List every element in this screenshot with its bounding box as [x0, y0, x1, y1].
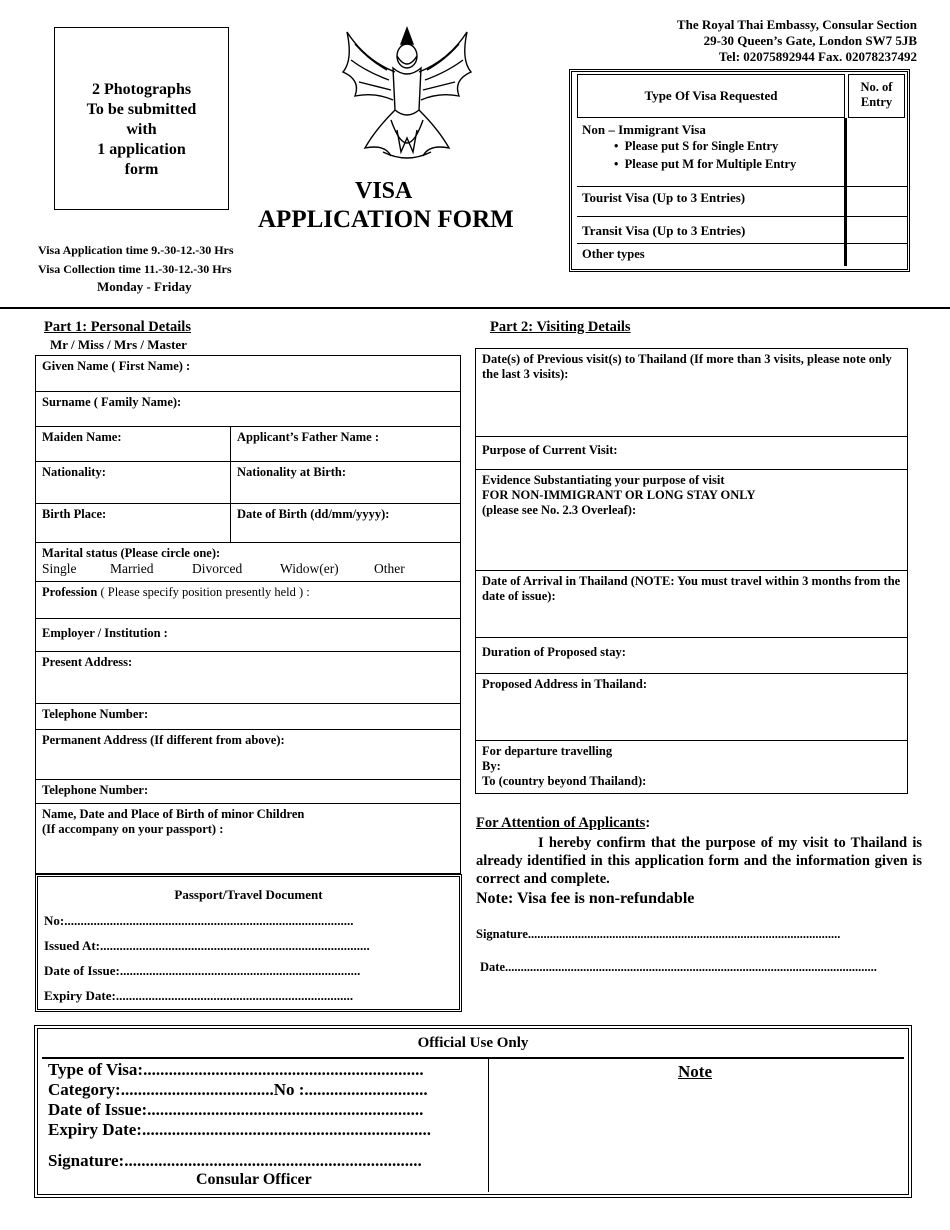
photo-note-line: 1 application: [97, 141, 186, 158]
other-types-label: Other types: [582, 247, 645, 261]
official-divider: [42, 1057, 904, 1059]
purpose-field[interactable]: Purpose of Current Visit:: [475, 436, 908, 470]
row-divider: [577, 243, 908, 244]
dob-field[interactable]: Date of Birth (dd/mm/yyyy):: [230, 503, 461, 543]
photo-box: [54, 27, 229, 210]
official-signature-label: Signature:: [48, 1151, 125, 1170]
non-immigrant-label: Non – Immigrant Visa: [582, 122, 706, 137]
official-no-label: No :: [273, 1080, 305, 1099]
header-divider: [0, 307, 950, 309]
marital-status-field[interactable]: [35, 542, 461, 582]
duration-field[interactable]: Duration of Proposed stay:: [475, 637, 908, 674]
passport-expiry-label: Expiry Date:: [44, 988, 116, 1003]
single-entry-text: Please put S for Single Entry: [624, 139, 779, 153]
departure-line3: To (country beyond Thailand):: [482, 774, 647, 788]
marital-option-married[interactable]: Married: [110, 561, 154, 576]
children-label: Name, Date and Place of Birth of minor Children: [42, 807, 305, 821]
part1-heading: Part 1: Personal Details: [44, 319, 191, 335]
official-heading: Official Use Only: [417, 1035, 529, 1051]
official-category-label: Category:: [48, 1080, 121, 1099]
profession-field[interactable]: [35, 581, 461, 619]
applicant-date-field[interactable]: Date.......................................................................................................................: [480, 960, 877, 974]
office-days: Monday - Friday: [97, 279, 192, 294]
embassy-name: The Royal Thai Embassy, Consular Section: [676, 17, 917, 32]
tourist-visa-label: Tourist Visa (Up to 3 Entries): [582, 190, 746, 205]
embassy-street: 29-30 Queen’s Gate, London SW7 5JB: [703, 33, 917, 48]
part2-heading: Part 2: Visiting Details: [490, 319, 631, 335]
passport-issue-date-label: Date of Issue:: [44, 963, 120, 978]
embassy-phone: Tel: 02075892944 Fax. 02078237492: [718, 49, 917, 64]
marital-option-single[interactable]: Single: [42, 561, 77, 576]
col-type-header: Type Of Visa Requested: [577, 74, 845, 118]
permanent-address-field[interactable]: Permanent Address (If different from above):: [35, 729, 461, 780]
evidence-line3: (please see No. 2.3 Overleaf):: [482, 503, 637, 517]
attention-heading-text: For Attention of Applicants: [476, 815, 646, 831]
passport-no-field[interactable]: No:.........................................................................................: [44, 913, 354, 928]
title-application-form: APPLICATION FORM: [258, 206, 514, 233]
visa-type-table: [569, 69, 910, 272]
official-expiry-field[interactable]: Expiry Date:....................................................................: [48, 1120, 431, 1139]
evidence-line1: Evidence Substantiating your purpose of visit: [482, 473, 725, 487]
marital-option-widower[interactable]: Widow(er): [280, 561, 339, 576]
embassy-address: [557, 17, 917, 65]
birth-place-field[interactable]: Birth Place:: [35, 503, 231, 543]
official-category-field[interactable]: Category:....................................No :.............................: [48, 1080, 428, 1099]
given-name-field[interactable]: Given Name ( First Name) :: [35, 355, 461, 392]
official-issue-date-label: Date of Issue:: [48, 1100, 148, 1119]
col-entry-header: No. of Entry: [848, 74, 905, 118]
title-visa: VISA: [355, 178, 413, 204]
marital-options: [42, 561, 454, 576]
departure-field[interactable]: [475, 740, 908, 794]
present-address-field[interactable]: Present Address:: [35, 651, 461, 704]
departure-line1: For departure travelling: [482, 744, 613, 758]
passport-no-label: No:: [44, 913, 65, 928]
official-use-box: [34, 1025, 912, 1198]
previous-visits-field[interactable]: Date(s) of Previous visit(s) to Thailand (If more than 3 visits, please note only the last 3 visits):: [475, 348, 908, 437]
passport-expiry-field[interactable]: Expiry Date:.........................................................................: [44, 988, 354, 1003]
official-note-label: Note: [678, 1062, 712, 1081]
nationality-birth-field[interactable]: Nationality at Birth:: [230, 461, 461, 504]
departure-line2: By:: [482, 759, 501, 773]
attention-heading: For Attention of Applicants:: [476, 815, 651, 831]
applicant-date-label: Date: [480, 960, 505, 974]
passport-issued-field[interactable]: Issued At:...................................................................................: [44, 938, 370, 953]
consular-officer-label: Consular Officer: [196, 1171, 312, 1188]
evidence-line2: FOR NON-IMMIGRANT OR LONG STAY ONLY: [482, 488, 756, 502]
official-column-divider: [488, 1059, 489, 1192]
applicant-signature-label: Signature: [476, 927, 528, 941]
marital-status-label: Marital status (Please circle one):: [42, 546, 221, 560]
official-type-field[interactable]: Type of Visa:..................................................................: [48, 1060, 424, 1079]
passport-box: [35, 874, 462, 1012]
official-signature-field[interactable]: Signature:......................................................................: [48, 1151, 422, 1170]
children-note: (If accompany on your passport) :: [42, 822, 224, 836]
transit-visa-label: Transit Visa (Up to 3 Entries): [582, 223, 746, 238]
maiden-name-field[interactable]: Maiden Name:: [35, 426, 231, 462]
telephone2-field[interactable]: Telephone Number:: [35, 779, 461, 804]
proposed-address-field[interactable]: Proposed Address in Thailand:: [475, 673, 908, 741]
row-divider: [577, 216, 908, 217]
garuda-emblem-icon: [335, 20, 480, 168]
photo-note-line: To be submitted: [86, 101, 197, 118]
photo-note-line: with: [126, 121, 157, 138]
official-type-label: Type of Visa:: [48, 1060, 144, 1079]
photo-note-line: form: [124, 161, 159, 178]
arrival-date-field[interactable]: Date of Arrival in Thailand (NOTE: You must travel within 3 months from the date of issue):: [475, 570, 908, 638]
children-field[interactable]: [35, 803, 461, 874]
row-divider: [577, 186, 908, 187]
passport-issue-date-field[interactable]: Date of Issue:..........................................................................: [44, 963, 361, 978]
evidence-field[interactable]: [475, 469, 908, 571]
official-expiry-label: Expiry Date:: [48, 1120, 142, 1139]
application-time: Visa Application time 9.‐30-12.‐30 Hrs: [38, 243, 234, 257]
surname-field[interactable]: Surname ( Family Name):: [35, 391, 461, 427]
visa-fee-note: Note: Visa fee is non-refundable: [476, 890, 695, 907]
single-entry-note: • Please put S for Single Entry: [614, 139, 779, 153]
marital-option-other[interactable]: Other: [374, 561, 405, 576]
official-issue-date-field[interactable]: Date of Issue:.................................................................: [48, 1100, 424, 1119]
title-options: Mr / Miss / Mrs / Master: [50, 337, 187, 352]
telephone1-field[interactable]: Telephone Number:: [35, 703, 461, 730]
photo-note-line: 2 Photographs: [91, 81, 192, 98]
applicant-signature-field[interactable]: Signature....................................................................................................: [476, 927, 841, 941]
father-name-field[interactable]: Applicant’s Father Name :: [230, 426, 461, 462]
passport-issued-label: Issued At:: [44, 938, 100, 953]
employer-field[interactable]: Employer / Institution :: [35, 618, 461, 652]
profession-note: ( Please specify position presently held ) :: [97, 585, 310, 599]
profession-label: Profession: [42, 585, 98, 599]
multiple-entry-note: • Please put M for Multiple Entry: [614, 157, 797, 171]
marital-option-divorced[interactable]: Divorced: [192, 561, 243, 576]
nationality-field[interactable]: Nationality:: [35, 461, 231, 504]
multiple-entry-text: Please put M for Multiple Entry: [624, 157, 797, 171]
passport-heading: Passport/Travel Document: [174, 887, 323, 902]
collection-time: Visa Collection time 11.‐30-12.‐30 Hrs: [38, 262, 232, 276]
attention-declaration: I hereby confirm that the purpose of my visit to Thailand is already identified in this application form and the information given is correct and complete.: [476, 835, 922, 887]
